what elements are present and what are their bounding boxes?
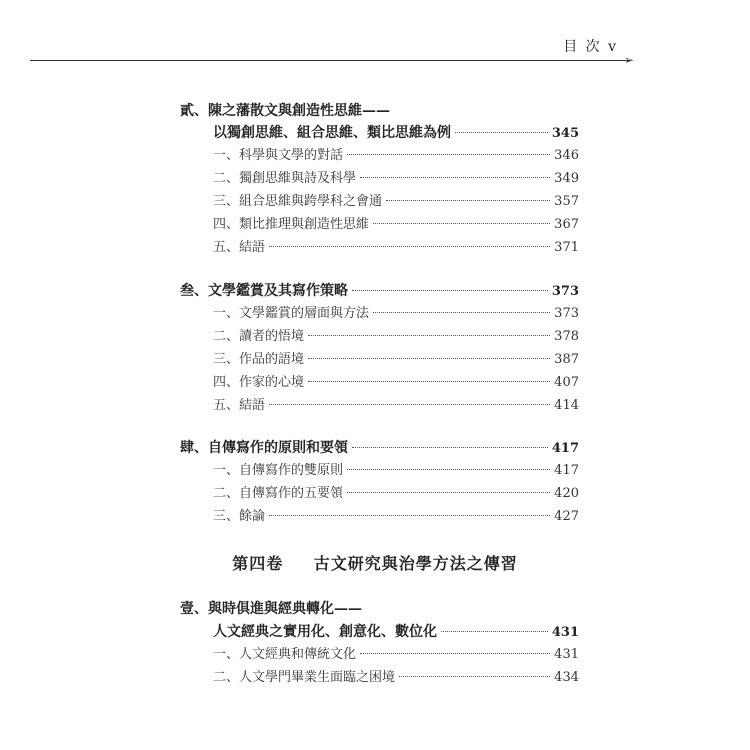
entry-page: 427 <box>554 509 579 524</box>
entry-page: 431 <box>551 625 579 640</box>
entry-title: 三、組合思維與跨學科之會通 <box>213 194 383 209</box>
entry-page: 431 <box>554 647 579 662</box>
entry-page: 345 <box>551 126 579 141</box>
section-heading: 肆、自傳寫作的原則和要領 <box>180 440 348 456</box>
entry-page: 371 <box>554 240 579 255</box>
leader-dots <box>373 312 550 313</box>
leader-dots <box>352 447 548 448</box>
toc-entry[interactable] <box>213 621 579 643</box>
toc-entry[interactable] <box>213 395 579 417</box>
entry-title: 四、類比推理與創造性思維 <box>213 217 370 232</box>
entry-title: 以獨創思維、組合思維、類比思維為例 <box>213 125 451 141</box>
entry-title: 五、結語 <box>213 240 266 255</box>
leader-dots <box>269 404 550 405</box>
leader-dots <box>308 358 550 359</box>
leader-dots <box>308 335 550 336</box>
leader-dots <box>269 246 550 247</box>
entry-page: 387 <box>554 352 579 367</box>
volume-number: 第四卷 <box>232 554 284 573</box>
toc-entry[interactable] <box>213 191 579 213</box>
entry-page: 378 <box>554 329 579 344</box>
entry-title: 一、自傳寫作的雙原則 <box>213 463 344 478</box>
toc-entry[interactable] <box>213 122 579 144</box>
toc-entry[interactable] <box>213 372 579 394</box>
leader-dots <box>360 653 550 654</box>
section-heading: 壹、與時俱進與經典轉化—— <box>180 601 362 617</box>
entry-page: 357 <box>554 194 579 209</box>
leader-dots <box>373 223 550 224</box>
header-arrow-icon: ➢ <box>623 53 634 67</box>
entry-page: 420 <box>554 486 579 501</box>
entry-page: 407 <box>554 375 579 390</box>
toc-entry[interactable] <box>213 483 579 505</box>
leader-dots <box>347 154 550 155</box>
volume-title: 古文研究與治學方法之傳習 <box>313 554 518 573</box>
entry-page: 414 <box>554 398 579 413</box>
leader-dots <box>399 676 550 677</box>
toc-entry[interactable] <box>213 460 579 482</box>
section-heading: 叁、文學鑑賞及其寫作策略 <box>180 283 348 299</box>
entry-title: 三、作品的語境 <box>213 352 305 367</box>
toc-entry[interactable] <box>213 214 579 236</box>
entry-title: 三、餘論 <box>213 509 266 524</box>
toc-entry[interactable] <box>213 506 579 528</box>
entry-page: 417 <box>551 441 579 456</box>
leader-dots <box>352 290 548 291</box>
leader-dots <box>308 381 550 382</box>
toc-entry[interactable] <box>213 326 579 348</box>
entry-page: 417 <box>554 463 579 478</box>
entry-title: 一、文學鑑賞的層面與方法 <box>213 306 370 321</box>
entry-title: 二、人文學門畢業生面臨之困境 <box>213 670 396 685</box>
entry-page: 367 <box>554 217 579 232</box>
entry-title: 四、作家的心境 <box>213 375 305 390</box>
toc-entry[interactable] <box>180 280 579 302</box>
entry-title: 一、科學與文學的對話 <box>213 148 344 163</box>
entry-page: 349 <box>554 171 579 186</box>
toc-entry[interactable] <box>180 437 579 459</box>
entry-page: 434 <box>554 670 579 685</box>
leader-dots <box>441 631 548 632</box>
running-header-title: 目 次 v <box>563 39 618 55</box>
toc-entry[interactable] <box>213 168 579 190</box>
leader-dots <box>269 515 550 516</box>
toc-entry[interactable] <box>213 303 579 325</box>
leader-dots <box>360 177 550 178</box>
toc-entry[interactable] <box>213 145 579 167</box>
section-heading: 貳、陳之藩散文與創造性思維—— <box>180 103 390 119</box>
entry-title: 人文經典之實用化、創意化、數位化 <box>213 624 437 640</box>
entry-title: 二、讀者的悟境 <box>213 329 305 344</box>
entry-title: 二、自傳寫作的五要領 <box>213 486 344 501</box>
entry-page: 373 <box>551 284 579 299</box>
leader-dots <box>347 492 550 493</box>
toc-entry[interactable] <box>213 349 579 371</box>
entry-title: 二、獨創思維與詩及科學 <box>213 171 357 186</box>
entry-page: 346 <box>554 148 579 163</box>
leader-dots <box>347 469 550 470</box>
entry-title: 一、人文經典和傳統文化 <box>213 647 357 662</box>
toc-entry[interactable] <box>213 667 579 689</box>
volume-heading <box>0 551 750 574</box>
entry-title: 五、結語 <box>213 398 266 413</box>
toc-entry[interactable] <box>213 237 579 259</box>
toc-entry[interactable] <box>213 644 579 666</box>
leader-dots <box>455 132 548 133</box>
leader-dots <box>386 200 550 201</box>
entry-page: 373 <box>554 306 579 321</box>
